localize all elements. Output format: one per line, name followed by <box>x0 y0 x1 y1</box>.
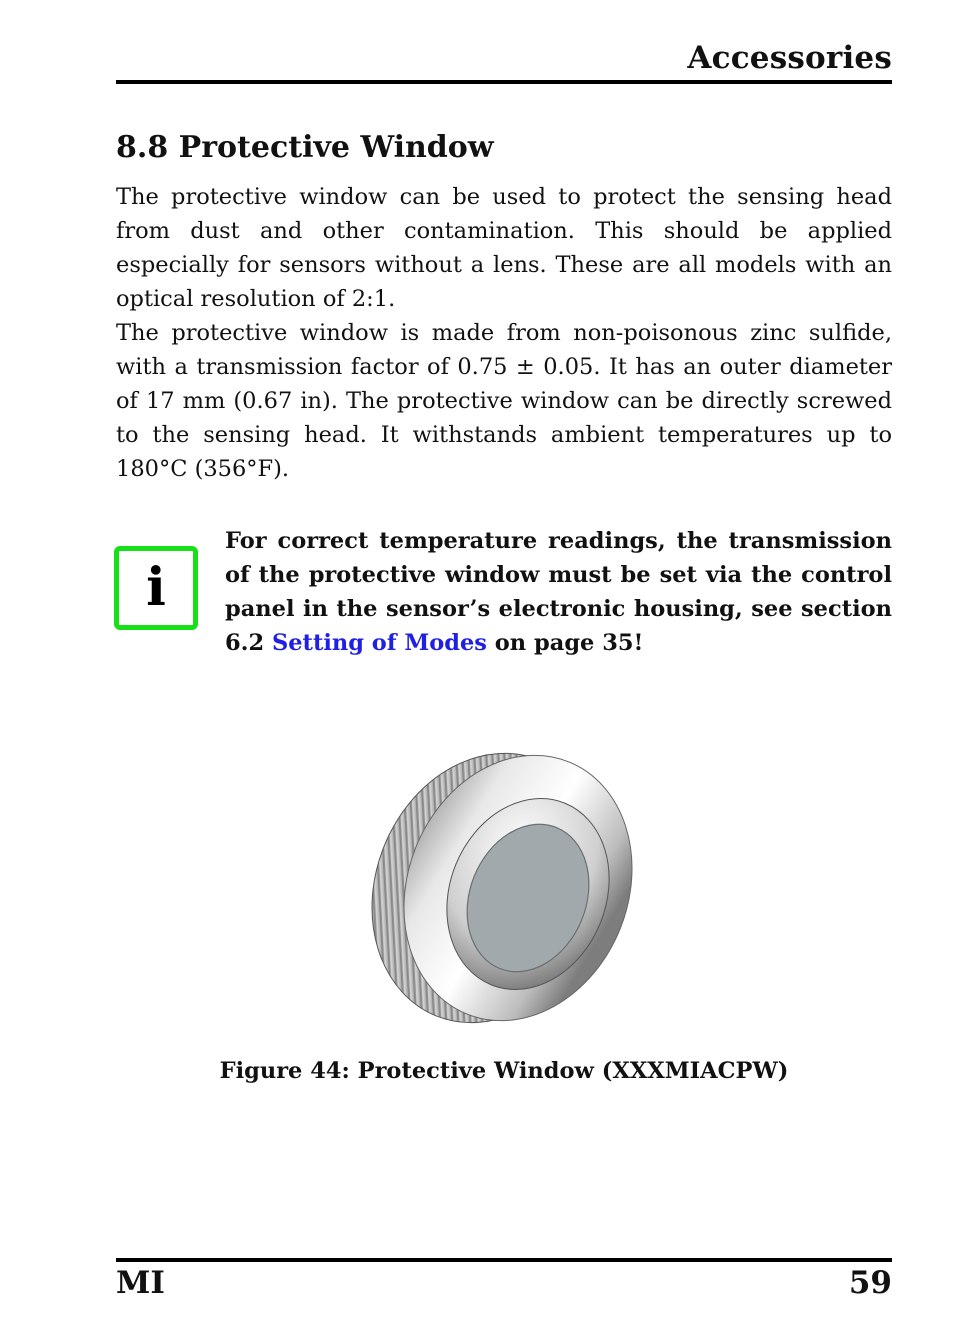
page-header-title: Accessories <box>687 40 892 76</box>
setting-of-modes-link[interactable]: Setting of Modes <box>271 630 487 656</box>
info-note <box>225 524 892 660</box>
protective-window-image <box>370 738 640 1030</box>
note-text-before: For correct temperature readings, the transmission of the protective window must be set via the control panel in the sensor’s electronic housing, see section 6.2 <box>225 528 892 656</box>
paragraph-intro: The protective window can be used to protect the sensing head from dust and other contamination. This should be applied especially for sensors without a lens. These are all models with an optical resolution of 2:1. <box>116 184 892 312</box>
page-number: 59 <box>848 1265 892 1301</box>
footer-rule <box>116 1258 892 1262</box>
info-icon-glyph: i <box>146 557 166 618</box>
section-heading: 8.8 Protective Window <box>116 130 494 165</box>
paragraph-specs: The protective window is made from non-poisonous zinc sulfide, with a transmission factor of 0.75 ± 0.05. It has an outer diameter of 17 mm (0.67 in). The protective window can be directly screwed to the sensing head. It withstands ambient temperatures up to 180°C (356°F). <box>116 320 892 482</box>
info-icon <box>114 546 198 630</box>
figure-caption: Figure 44: Protective Window (XXXMIACPW) <box>219 1058 789 1084</box>
footer-manual-code: MI <box>116 1265 165 1301</box>
note-text-after: on page 35! <box>486 630 644 656</box>
header-rule <box>116 80 892 84</box>
